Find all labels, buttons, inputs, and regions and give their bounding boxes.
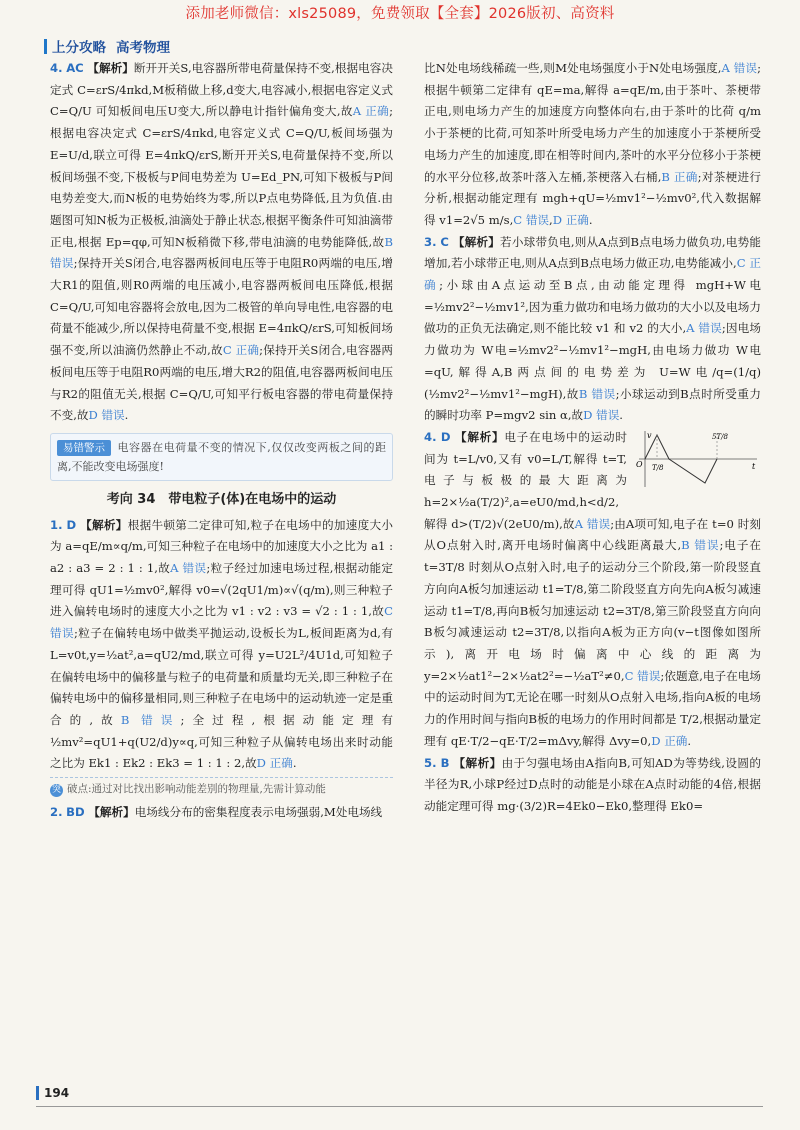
explanation-text: 比N处电场线稀疏一些,则M处电场强度小于N处电场强度, (424, 61, 722, 75)
answer-key: C (440, 234, 449, 249)
punctuation: . (588, 212, 593, 227)
option-verdict: A 错误 (721, 61, 758, 75)
answer-key: D (66, 517, 77, 532)
header-subtitle: 高考物理 (116, 40, 170, 56)
option-verdict: A 正确 (352, 104, 390, 119)
punctuation: . (124, 408, 129, 423)
page-number: 194 (36, 1086, 69, 1100)
explanation-text: 断开开关S,电容器所带电荷量保持不变,根据电容决定式 C=εrS/4πkd,M板稍做上移,d变大,电容减小,根据电容定义式 C=Q/U 可知板间电压U变大,所以静电计指针偏角变大,故 (50, 61, 393, 119)
hint-text: :通过对比找出影响动能差别的物理量,先需计算动能 (88, 783, 326, 796)
option-verdict: C 错误 (513, 212, 550, 227)
question-number: 1. (50, 517, 63, 532)
warning-text: 电容器在电荷量不变的情况下,仅仅改变两板之间的距离,不能改变电场强度! (57, 440, 386, 473)
footer-divider (36, 1106, 763, 1107)
explanation-text: ;保持开关S闭合,电容器两板间电压等于电阻R0两端的电压,增大R1的阻值,则R0两端的电压减小,电容器两板间电压降低,根据 C=Q/U,可知电容器将会放电,因为二极管的单向导电性,电容器的电荷量不能减少,所以保持电荷量不变,根据 E=4πkQ/εrS,可知板间场强不变,所以油滴仍然静止不动,故 (50, 256, 393, 358)
explanation-text: ;依题意,电子在电场中的运动时间为T,无论在哪一时刻从O点射入电场,指向A板的电场力的作用时间与指向B板的电场力的作用时间都是 T/2,根据动量定理有 qE·T/2−qE·T/2=mΔvy,解得 Δvy=0, (424, 668, 762, 748)
question-number: 3. (424, 234, 437, 249)
question-number: 4. (50, 61, 63, 75)
v-axis-label: v (647, 430, 652, 440)
right-column (424, 58, 761, 818)
breakthrough-hint (50, 777, 393, 798)
explanation-text: ;小球运动到B点时所受重力的瞬时功率 P=mgv2 sin α,故 (424, 386, 761, 423)
option-verdict: B 错误 (120, 712, 181, 727)
v-t-graph (633, 429, 761, 489)
explanation-text: ;根据牛顿第二定律有 qE=ma,解得 a=qE/m,由于茶叶、茶梗带正电,则电场力产生的加速度方向整体向右,由于茶叶的比荷 q/m 小于茶梗的比荷,可知茶叶所受电场力产生的加速度小于茶梗所受电场力产生的加速度,即在相等时间内,茶叶的水平分位移小于茶梗的水平分位移,故茶叶落入左桶,茶梗落入右桶, (424, 61, 761, 184)
question-number: 4. (424, 429, 437, 444)
section-title: 考向 34 带电粒子(体)在电场中的运动 (106, 491, 337, 507)
answer-2 (50, 802, 393, 824)
option-verdict: B 错误 (578, 386, 616, 401)
origin-label: O (636, 459, 643, 469)
explanation-text: ;保持开关S闭合,电容器两板间电压等于电阻R0两端的电压,增大R2的阻值,电容器两板间电压与R2的阻值无关,根据 C=Q/U,可知平行板电容器的带电荷量保持不变,故 (50, 343, 393, 423)
answer-5 (424, 753, 761, 818)
header-accent-bar (44, 39, 47, 54)
explanation-text: 电子在电场中的运动时间为 t=L/v0,又有 v0=L/T,解得 t=T,电子与板极的最大距离为 h=2×½a(T/2)²,a=eU0/md,h<d/2,解得 d>(T/2)√(2eU0/m),故 (424, 429, 627, 531)
punctuation: . (292, 756, 297, 771)
answer-key: AC (66, 61, 84, 75)
page-header (44, 36, 170, 56)
analysis-tag: 【解析】 (87, 61, 134, 75)
hint-icon: 突 (51, 785, 61, 796)
analysis-tag: 【解析】 (88, 805, 135, 820)
answer-3 (424, 232, 761, 427)
punctuation: . (687, 733, 692, 748)
option-verdict: D 错误 (583, 408, 620, 423)
analysis-tag: 【解析】 (452, 234, 501, 249)
answer-1 (50, 515, 393, 775)
explanation-text: ;电子在 t=3T/8 时刻从O点射入时,电子的运动分三个阶段,第一阶段竖直方向向A板匀加速运动 t1=T/8,第二阶段竖直方向先向A板匀减速运动 t1=T/8,再向B板匀加速运动 t2=3T/8,第三阶段竖直方向向B板匀减速运动 t2=3T/8,以指向A板为正方向(v−t图像如图所示),离开电场时偏离中心线的距离为 y=2×½at1²−2×½at2²=−½aT²≠0, (424, 538, 761, 683)
option-verdict: A 错误 (686, 321, 722, 336)
punctuation: , (549, 212, 553, 227)
header-title: 上分攻略 (52, 40, 106, 56)
explanation-text: 由于匀强电场由A指向B,可知AD为等势线,设圆的半径为R,小球P经过D点时的动能是小球在A点时动能的4倍,根据动能定理可得 mg·(3/2)R=4Ek0−Ek0,整理得 Ek0= (424, 755, 761, 813)
answer-4 (50, 58, 393, 427)
option-verdict: B 错误 (681, 538, 720, 553)
option-verdict: C 错误 (50, 604, 393, 641)
explanation-text: ;因电场力做功为 W电=½mv2²−½mv1²−mgH,由电场力做功 W电=qU,解得A,B两点间的电势差为 U=W电/q=(1/q)(½mv2²−½mv1²−mgH),故 (424, 321, 761, 401)
explanation-text: ;粒子在偏转电场中做类平抛运动,设板长为L,板间距离为d,有 L=v0t,y=½at²,a=qU2/md,联立可得 y=U2L²/4U1d,可知粒子在偏转电场中的偏移量与粒子的电荷量和质量均无关,即三种粒子在偏转电场中的偏移量相同,则三种粒子在电场中的运动轨迹一定是重合的,故 (50, 626, 393, 727)
explanation-text: ;粒子经过加速电场过程,根据动能定理可得 qU1=½mv0²,解得 v0=√(2qU1/m)∝√(q/m),则三种粒子进入偏转电场时的速度大小之比为 v1 : v2 : v3 = √2 : 1 : 1,故 (50, 561, 393, 619)
answer-2-continued (424, 58, 761, 232)
analysis-tag: 【解析】 (454, 429, 505, 444)
tick-label-t2: 5T/8 (712, 432, 728, 441)
warning-badge: 易错警示 (57, 440, 111, 456)
explanation-text: 若小球带负电,则从A点到B点电场力做负功,电势能增加,若小球带正电,则从A点到B点电场力做正功,电势能减小, (424, 234, 762, 271)
tick-label-t1: T/8 (652, 463, 664, 472)
option-verdict: B 正确 (661, 169, 698, 184)
option-verdict: D 错误 (88, 408, 125, 423)
option-verdict: D 正确 (256, 756, 293, 771)
explanation-text: ;根据电容决定式 C=εrS/4πkd,电容定义式 C=Q/U,板间场强为 E=U/d,联立可得 E=4πkQ/εrS,断开开关S,电荷量保持不变,所以板间场强不变,下极板与P间电势差为 U=Ed_PN,可知下极板与P间电势差变大,而N板的电势始终为零,所以P点电势降低,且为负值.由题图可知N板为正极板,油滴处于静止状态,根据平衡条件可知油滴带正电,根据 Ep=qφ,可知N板稍微下移,带电油滴的电势能降低,故 (50, 104, 393, 249)
hint-label: 破点 (67, 783, 88, 796)
left-column (50, 58, 393, 824)
explanation-text: ;对茶梗进行分析,根据动能定理有 mgh+qU=½mv1²−½mv0²,代入数据解得 v1=2√5 m/s, (424, 169, 761, 227)
explanation-text: 电场线分布的密集程度表示电场强弱,M处电场线 (134, 805, 383, 820)
option-verdict: D 正确 (552, 212, 589, 227)
explanation-text: ;小球由A点运动至B点,由动能定理得 mgH+W电=½mv2²−½mv1²,因为重力做功和电场力做功的大小以及电场力做功的正负无法确定,则不能比较 v1 和 v2 的大小, (424, 278, 761, 336)
answer-4-right (424, 427, 761, 753)
promo-banner: 添加老师微信：xls25089，免费领取【全套】2026版初、高资料 (185, 6, 615, 22)
option-verdict: C 错误 (624, 668, 661, 683)
question-number: 5. (424, 755, 437, 770)
question-number: 2. (50, 805, 63, 820)
explanation-text: 根据牛顿第二定律可知,粒子在电场中的加速度大小为 a=qE/m∝q/m,可知三种粒子在电场中的加速度大小之比为 a1 : a2 : a3 = 2 : 1 : 1,故 (50, 517, 394, 576)
answer-key: D (440, 429, 451, 444)
option-verdict: C 正确 (424, 256, 761, 293)
t-axis-label: t (752, 461, 756, 471)
answer-key: B (440, 755, 450, 770)
answer-key: BD (66, 805, 85, 820)
option-verdict: A 错误 (574, 516, 611, 531)
error-warning-note (50, 433, 393, 481)
punctuation: . (619, 408, 623, 423)
option-verdict: B 错误 (50, 234, 393, 271)
explanation-text: ;全过程,根据动能定理有 ½mv²=qU1+q(U2/d)y∝q,可知三种粒子从偏转电场出来时动能之比为 Ek1 : Ek2 : Ek3 = 1 : 1 : 2,故 (50, 712, 394, 771)
explanation-text: ;由A项可知,电子在 t=0 时刻从O点射入时,离开电场时偏离中心线距离最大, (424, 516, 761, 553)
analysis-tag: 【解析】 (80, 517, 128, 532)
option-verdict: C 正确 (222, 343, 260, 358)
option-verdict: D 正确 (651, 733, 688, 748)
option-verdict: A 错误 (170, 561, 207, 576)
analysis-tag: 【解析】 (453, 755, 502, 770)
